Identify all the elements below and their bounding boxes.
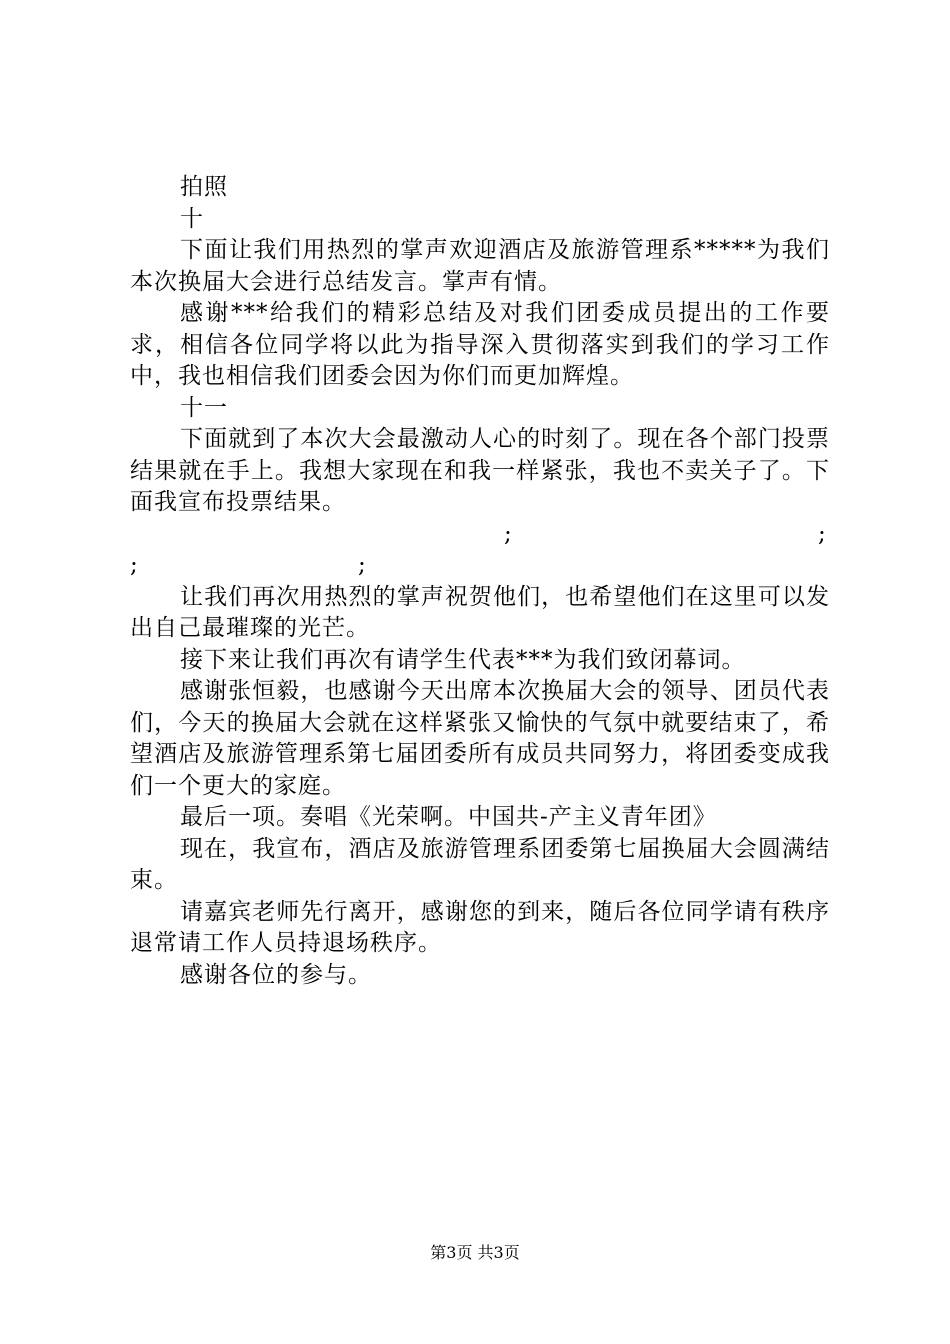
page-footer: 第3页 共3页 (430, 1243, 520, 1262)
paragraph: 最后一项。奏唱《光荣啊。中国共-产主义青年团》 (180, 804, 717, 830)
paragraph: 让我们再次用热烈的掌声祝贺他们，也希望他们在这里可以发出自己最璀璨的光芒。 (130, 583, 830, 641)
paragraph: 感谢张恒毅，也感谢今天出席本次换届大会的领导、团员代表们，今天的换届大会就在这样紧张又愉快的气氛中就要结束了，希望酒店及旅游管理系第七届团委所有成员共同努力，将团委变成我们一个更大的家庭。 (130, 678, 830, 799)
separator-mark: ; (504, 520, 512, 547)
document-body (130, 172, 830, 991)
paragraph: 下面让我们用热烈的掌声欢迎酒店及旅游管理系*****为我们本次换届大会进行总结发言。掌声有情。 (130, 237, 830, 295)
paragraph: 拍照 (180, 174, 228, 200)
paragraph: 请嘉宾老师先行离开，感谢您的到来，随后各位同学请有秩序退常请工作人员持退场秩序。 (130, 898, 830, 956)
separator-mark: ; (130, 552, 138, 578)
paragraph: 接下来让我们再次有请学生代表***为我们致闭幕词。 (180, 646, 746, 673)
separator-mark: ; (818, 520, 826, 547)
separator-mark: ; (358, 552, 366, 578)
separator-row (130, 519, 830, 551)
section-number: 十 (180, 205, 204, 232)
paragraph: 下面就到了本次大会最激动人心的时刻了。现在各个部门投票结果就在手上。我想大家现在和我一样紧张，我也不卖关子了。下面我宣布投票结果。 (130, 426, 830, 515)
separator-row (130, 550, 830, 582)
section-number: 十一 (180, 394, 228, 421)
paragraph: 感谢各位的参与。 (180, 961, 372, 988)
paragraph: 现在，我宣布，酒店及旅游管理系团委第七届换届大会圆满结束。 (130, 835, 830, 893)
paragraph: 感谢***给我们的精彩总结及对我们团委成员提出的工作要求，相信各位同学将以此为指导深入贯彻落实到我们的学习工作中，我也相信我们团委会因为你们而更加辉煌。 (130, 300, 830, 389)
